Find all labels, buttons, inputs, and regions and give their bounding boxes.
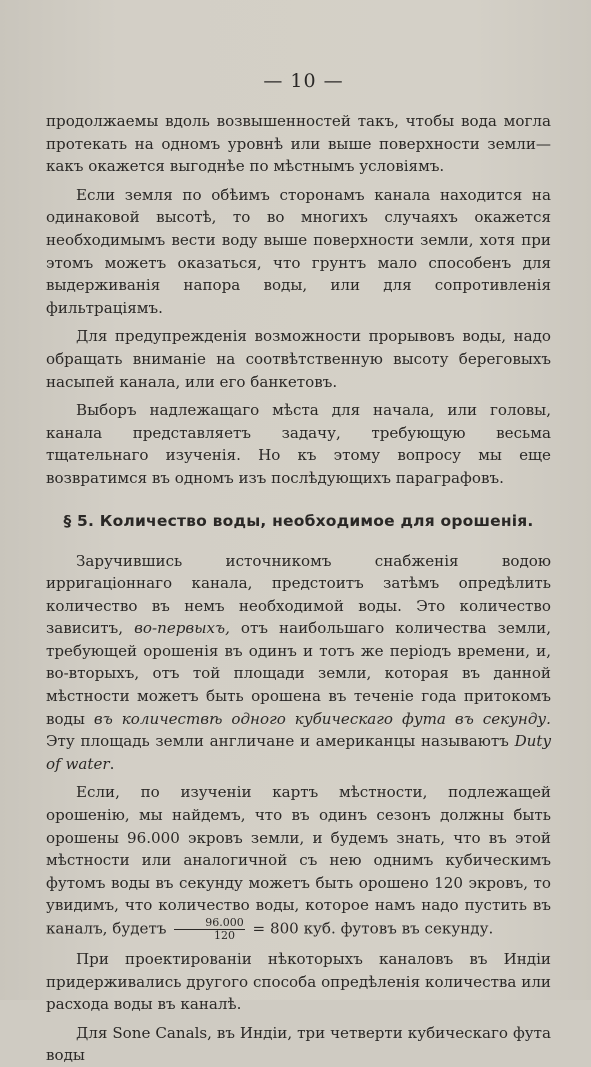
paragraph-text: Заручившись источникомъ снабженія водою ирригаціоннаго канала, предстоитъ затѣмъ опредѣлить количество въ немъ необходимой воды. Это количество зависитъ,: [46, 551, 551, 638]
paragraph: Для предупрежденія возможности прорывовъ воды, надо обращать вниманіе на соотвѣтственную высоту береговыхъ насыпей канала, или его банкетовъ.: [46, 327, 551, 391]
paragraph: При проектированіи нѣкоторыхъ каналовъ въ Индіи придерживались другого способа опредѣленія количества или расхода воды въ каналѣ.: [46, 950, 551, 1014]
paragraph-text: .: [109, 754, 115, 773]
paragraph: Для Sone Canals, въ Индіи, три четверти кубическаго фута воды: [46, 1023, 551, 1065]
italic-text: во-первыхъ,: [134, 619, 230, 638]
paragraph: [46, 781, 551, 942]
paragraph: Выборъ надлежащаго мѣста для начала, или головы, канала представляетъ задачу, требующую весьма тщательнаго изученія. Но къ этому вопросу мы еще возвратимся въ одномъ изъ послѣдующихъ параграфовъ.: [46, 401, 551, 487]
paragraph-text: Эту площадь земли англичане и американцы называютъ: [46, 732, 515, 751]
italic-text: Duty of water: [46, 732, 551, 773]
paragraph-text: отъ наибольшаго количества земли, требующей орошенія въ одинъ и тотъ же періодъ времени, и, во-вторыхъ, отъ той площади земли, которая въ данной мѣстности можетъ быть орошена въ теченіе года притокомъ воды: [46, 619, 552, 728]
paragraph: Если земля по обѣимъ сторонамъ канала находится на одинаковой высотѣ, то во многихъ случаяхъ окажется необходимымъ вести воду выше поверхности земли, хотя при этомъ можетъ оказаться, что грунтъ мало способенъ для выдерживанія напора воды, или для сопротивленія фильтраціямъ.: [46, 185, 551, 317]
page-number: — 10 —: [263, 70, 344, 92]
section-heading: § 5. Количество воды, необходимое для орошенія.: [63, 511, 534, 530]
fraction: [174, 917, 245, 942]
fraction-denominator: 120: [213, 929, 235, 942]
italic-text: въ количествѣ одного кубическаго фута въ секунду.: [93, 709, 551, 728]
paragraph: продолжаемы вдоль возвышенностей такъ, чтобы вода могла протекать на одномъ уровнѣ или выше поверхности земли—какъ окажется выгоднѣе по мѣстнымъ условіямъ.: [46, 112, 551, 176]
paragraph: [46, 550, 551, 776]
paragraph-text: = 800 куб. футовъ въ секунду.: [247, 919, 494, 938]
fraction-numerator: 96.000: [174, 917, 245, 930]
paragraph-text: Если, по изученіи картъ мѣстности, подлежащей орошенію, мы найдемъ, что въ одинъ сезонъ должны быть орошены 96.000 экровъ земли, и будемъ знать, что въ этой мѣстности или аналогичной съ нею однимъ кубическимъ футомъ воды въ секунду можетъ быть орошено 120 экровъ, то увидимъ, что количество воды, которое намъ надо пустить въ каналъ, будетъ: [46, 783, 551, 938]
